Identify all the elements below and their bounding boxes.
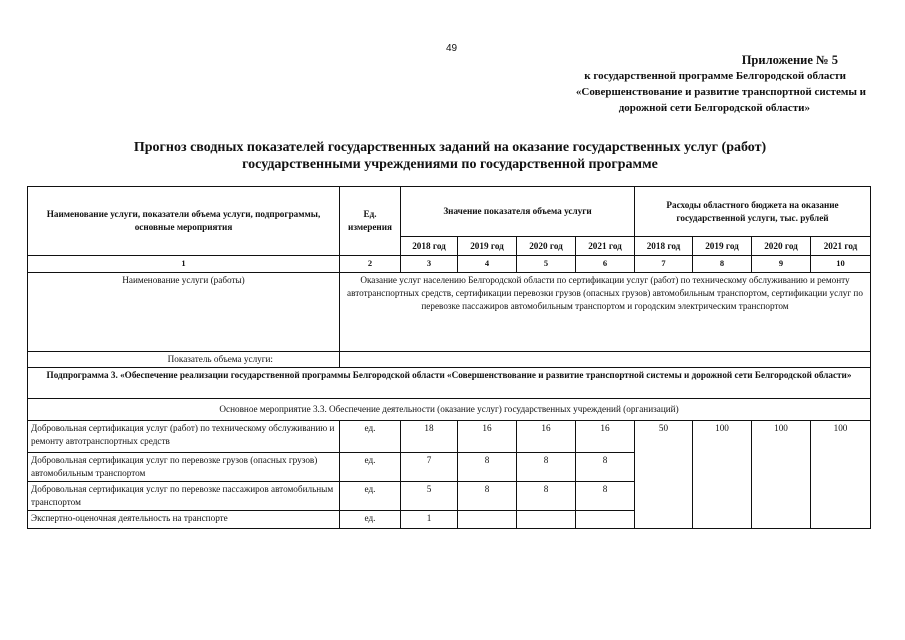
column-number: 9 xyxy=(752,256,811,273)
column-number: 3 xyxy=(401,256,458,273)
header-year-budget: 2019 год xyxy=(693,237,752,256)
row-value: 8 xyxy=(517,453,576,482)
title-line-2: государственными учреждениями по государственной программе xyxy=(242,157,658,172)
header-name: Наименование услуги, показатели объема услуги, подпрограммы, основные мероприятия xyxy=(28,187,340,256)
main-measure-row: Основное мероприятие 3.3. Обеспечение деятельности (оказание услуг) государственных учреждений (организаций) xyxy=(28,399,871,421)
header-year-budget: 2018 год xyxy=(635,237,693,256)
title-line-1: Прогноз сводных показателей государственных заданий на оказание государственных услуг (работ) xyxy=(133,140,767,155)
column-number: 5 xyxy=(517,256,576,273)
service-name-value: Оказание услуг населению Белгородской области по сертификации услуг (работ) по техническому обслуживанию и ремонту автотранспортных средств, сертификации перевозки грузов (опасных грузов) автомобильным транспортом, сертификации услуг по перевозке пассажиров автомобильным транспортом и городским электрическим транспортом xyxy=(340,273,871,352)
row-value: 16 xyxy=(517,421,576,453)
table-row xyxy=(28,421,871,453)
column-number: 10 xyxy=(811,256,871,273)
forecast-table xyxy=(27,186,871,529)
column-number: 1 xyxy=(28,256,340,273)
header-year-volume: 2018 год xyxy=(401,237,458,256)
budget-value: 100 xyxy=(811,421,871,529)
subprogram-row: Подпрограмма 3. «Обеспечение реализации государственной программы Белгородской области «Совершенствование и развитие транспортной системы и дорожной сети Белгородской области» xyxy=(28,368,871,399)
column-number: 6 xyxy=(576,256,635,273)
header-budget-group: Расходы областного бюджета на оказание государственной услуги, тыс. рублей xyxy=(635,187,871,237)
column-number: 7 xyxy=(635,256,693,273)
row-name: Экспертно-оценочная деятельность на транспорте xyxy=(28,511,340,529)
row-value xyxy=(517,511,576,529)
header-year-budget: 2020 год xyxy=(752,237,811,256)
header-year-volume: 2021 год xyxy=(576,237,635,256)
row-value: 8 xyxy=(517,482,576,511)
appendix-line-3: дорожной сети Белгородской области» xyxy=(618,102,810,114)
page-number: 49 xyxy=(446,43,458,54)
appendix-title: Приложение № 5 xyxy=(741,53,838,67)
indicator-value xyxy=(340,352,871,368)
row-value: 1 xyxy=(401,511,458,529)
column-number-row xyxy=(28,256,871,273)
row-value: 18 xyxy=(401,421,458,453)
row-unit: ед. xyxy=(340,482,401,511)
service-name-label: Наименование услуги (работы) xyxy=(28,273,340,352)
appendix-line-1: к государственной программе Белгородской области xyxy=(584,70,846,82)
row-value: 8 xyxy=(576,453,635,482)
row-value: 16 xyxy=(576,421,635,453)
indicator-label: Показатель объема услуги: xyxy=(28,352,340,368)
row-value: 7 xyxy=(401,453,458,482)
row-value: 5 xyxy=(401,482,458,511)
row-value xyxy=(458,511,517,529)
header-year-volume: 2019 год xyxy=(458,237,517,256)
column-number: 8 xyxy=(693,256,752,273)
header-year-volume: 2020 год xyxy=(517,237,576,256)
row-unit: ед. xyxy=(340,421,401,453)
row-name: Добровольная сертификация услуг по перевозке грузов (опасных грузов) автомобильным транспортом xyxy=(28,453,340,482)
header-volume-group: Значение показателя объема услуги xyxy=(401,187,635,237)
column-number: 4 xyxy=(458,256,517,273)
column-number: 2 xyxy=(340,256,401,273)
budget-value: 100 xyxy=(752,421,811,529)
row-unit: ед. xyxy=(340,511,401,529)
header-year-budget: 2021 год xyxy=(811,237,871,256)
row-value: 8 xyxy=(458,482,517,511)
row-name: Добровольная сертификация услуг (работ) по техническому обслуживанию и ремонту автотранспортных средств xyxy=(28,421,340,453)
appendix-header xyxy=(500,52,866,116)
row-value: 8 xyxy=(576,482,635,511)
row-value: 16 xyxy=(458,421,517,453)
row-value xyxy=(576,511,635,529)
budget-value: 50 xyxy=(635,421,693,529)
row-unit: ед. xyxy=(340,453,401,482)
row-name: Добровольная сертификация услуг по перевозке пассажиров автомобильным транспортом xyxy=(28,482,340,511)
appendix-line-2: «Совершенствование и развитие транспортной системы и xyxy=(575,86,866,98)
row-value: 8 xyxy=(458,453,517,482)
document-title xyxy=(30,139,870,173)
header-unit: Ед. измерения xyxy=(340,187,401,256)
budget-value: 100 xyxy=(693,421,752,529)
